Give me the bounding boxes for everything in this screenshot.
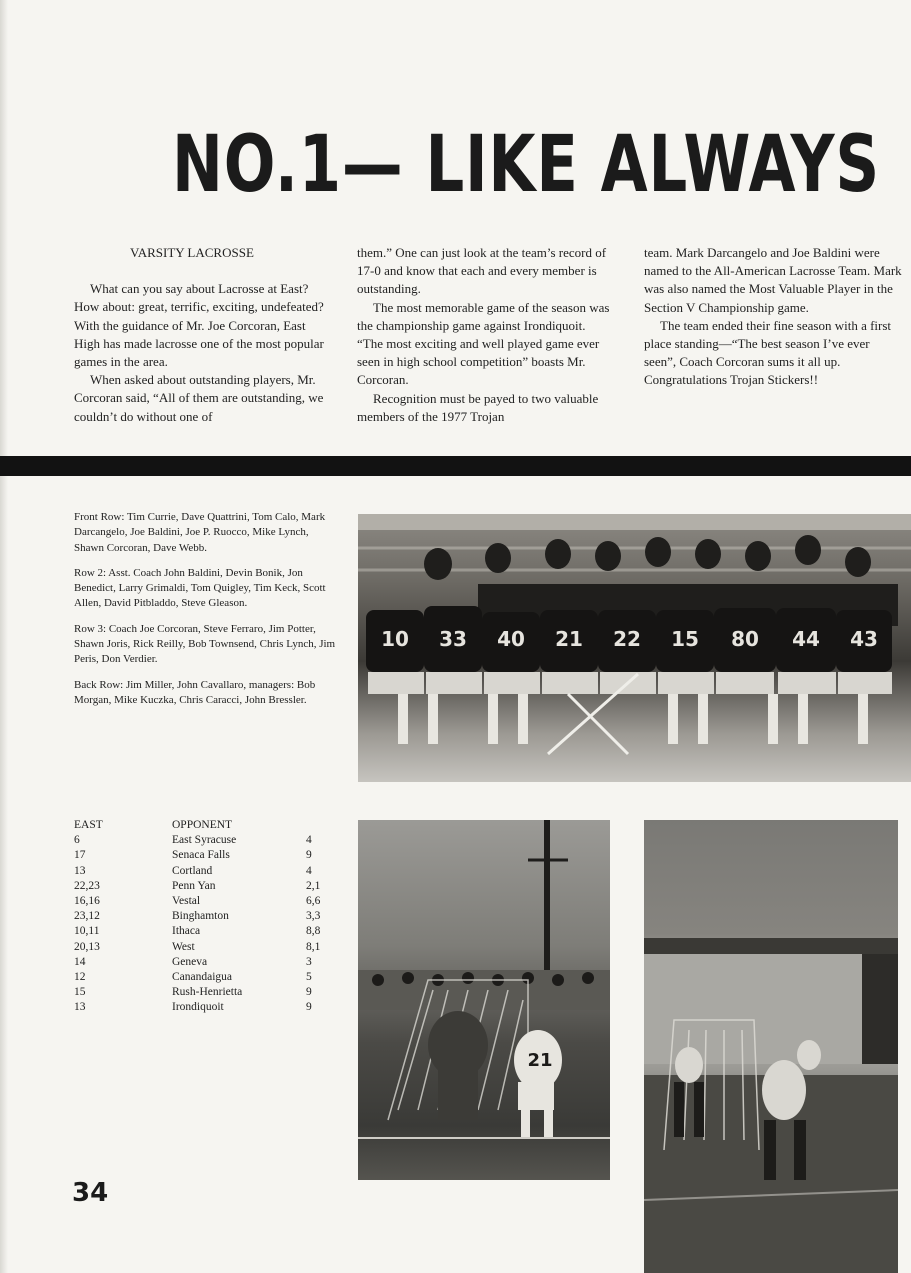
east-score: 13: [74, 864, 86, 877]
opponent-score: 9: [306, 849, 312, 862]
caption-front-row: Front Row: Tim Currie, Dave Quattrini, Tom Calo, Mark Darcangelo, Joe Baldini, Joe P. Ruocco, Mike Lynch, Shawn Corcoran, Dave Webb.: [74, 511, 326, 554]
score-row: [74, 924, 334, 939]
score-row: [74, 848, 334, 863]
jersey-number: 44: [792, 627, 820, 651]
opponent-name: Vestal: [172, 894, 201, 907]
score-row: [74, 940, 334, 955]
page-number: 34: [72, 1178, 109, 1208]
opponent-name: Rush-Henrietta: [172, 986, 243, 999]
opponent-name: Binghamton: [172, 910, 229, 923]
score-row: [74, 879, 334, 894]
score-row: [74, 985, 334, 1000]
caption-row-3: Row 3: Coach Joe Corcoran, Steve Ferraro, Jim Potter, Shawn Joris, Rick Reilly, Bob Townsend, Chris Lynch, Jim Peris, Don Verdier.: [74, 622, 336, 666]
opponent-name: Canandaigua: [172, 970, 233, 983]
opponent-score: 4: [306, 864, 312, 877]
header-opponent: OPPONENT: [172, 819, 233, 831]
team-photo: [358, 514, 911, 782]
east-score: 15: [74, 986, 86, 999]
article-paragraph: The team ended their fine season with a first place standing—“The best season I’ve ever seen”, Coach Corcoran sums it all up. Congratulations Trojan Stickers!!: [644, 317, 892, 388]
article-paragraph: When asked about outstanding players, Mr. Corcoran said, “All of them are outstanding, we couldn’t do without one of: [74, 372, 324, 424]
action-photo-goal: [358, 820, 610, 1180]
action-photo-field: [644, 820, 898, 1273]
opponent-score: 9: [306, 1001, 312, 1014]
score-row: [74, 864, 334, 879]
jersey-number: 40: [497, 627, 525, 651]
score-row: [74, 909, 334, 924]
team-photo-graphic: [358, 514, 911, 782]
jersey-number: 15: [671, 627, 699, 651]
section-divider-bar: [0, 456, 911, 476]
article-paragraph: team. Mark Darcangelo and Joe Baldini were named to the All-American Lacrosse Team. Mark was also named the Most Valuable Player in the Section V Championship game.: [644, 245, 902, 315]
opponent-name: West: [172, 940, 195, 953]
team-photo-caption: [74, 510, 336, 718]
jersey-number: 10: [381, 627, 409, 651]
article-paragraph: Recognition must be payed to two valuable members of the 1977 Trojan: [357, 390, 599, 424]
jersey-number: 21: [555, 627, 583, 651]
east-score: 6: [74, 834, 80, 847]
article-paragraph: What can you say about Lacrosse at East? How about: great, terrific, exciting, undefeated? With the guidance of Mr. Joe Corcoran, East High has made lacrosse one of the most popular games in the area.: [74, 281, 324, 370]
season-scores-table: [74, 818, 334, 1015]
article-paragraph: them.” One can just look at the team’s record of 17-0 and know that each and every member is outstanding.: [357, 245, 607, 297]
jersey-number: 22: [613, 627, 641, 651]
opponent-score: 2,1: [306, 879, 321, 892]
opponent-name: Senaca Falls: [172, 849, 230, 862]
opponent-name: Cortland: [172, 864, 213, 877]
action-photo-graphic: [358, 820, 610, 1180]
caption-back-row: Back Row: Jim Miller, John Cavallaro, managers: Bob Morgan, Mike Kuczka, Chris Caracci, John Bressler.: [74, 678, 316, 706]
east-score: 10,11: [74, 925, 100, 938]
article-column-1: [74, 244, 332, 426]
east-score: 12: [74, 970, 86, 983]
east-score: 22,23: [74, 879, 100, 892]
action-photo-graphic: [644, 820, 898, 1273]
opponent-name: Penn Yan: [172, 879, 216, 892]
east-score: 20,13: [74, 940, 100, 953]
opponent-score: 9: [306, 986, 312, 999]
opponent-score: 5: [306, 970, 312, 983]
score-row: [74, 955, 334, 970]
page-edge-shadow: [0, 0, 8, 1273]
opponent-name: Geneva: [172, 955, 208, 968]
east-score: 14: [74, 955, 86, 968]
score-row: [74, 1000, 334, 1015]
opponent-score: 8,1: [306, 940, 321, 953]
opponent-score: 6,6: [306, 894, 321, 907]
scores-header: [74, 818, 334, 833]
east-score: 16,16: [74, 894, 100, 907]
opponent-name: Ithaca: [172, 925, 201, 938]
score-row: [74, 894, 334, 909]
opponent-score: 8,8: [306, 925, 321, 938]
opponent-score: 3: [306, 955, 312, 968]
article-column-3: [644, 244, 904, 390]
east-score: 17: [74, 849, 86, 862]
score-row: [74, 970, 334, 985]
article-column-2: [357, 244, 611, 426]
opponent-score: 4: [306, 834, 312, 847]
header-east: EAST: [74, 819, 103, 831]
jersey-number: 21: [527, 1050, 553, 1071]
article-paragraph: The most memorable game of the season was the championship game against Irondiquoit. “The most exciting and well played game ever seen in high school competition” boasts Mr. Corcoran.: [357, 299, 610, 388]
jersey-number: 43: [850, 627, 878, 651]
headline: NO.1— LIKE ALWAYS: [172, 120, 880, 210]
score-row: [74, 833, 334, 848]
east-score: 23,12: [74, 910, 100, 923]
section-title: VARSITY LACROSSE: [130, 245, 254, 260]
east-score: 13: [74, 1001, 86, 1014]
score-rows: [74, 833, 334, 1015]
opponent-score: 3,3: [306, 910, 321, 923]
caption-row-2: Row 2: Asst. Coach John Baldini, Devin Bonik, Jon Benedict, Larry Grimaldi, Tom Quigley, Tim Keck, Scott Allen, David Pitbladdo, Steve Gleason.: [74, 566, 326, 610]
opponent-name: East Syracuse: [172, 834, 237, 847]
opponent-name: Irondiquoit: [172, 1001, 224, 1014]
jersey-number: 33: [439, 627, 467, 651]
jersey-number: 80: [731, 627, 759, 651]
